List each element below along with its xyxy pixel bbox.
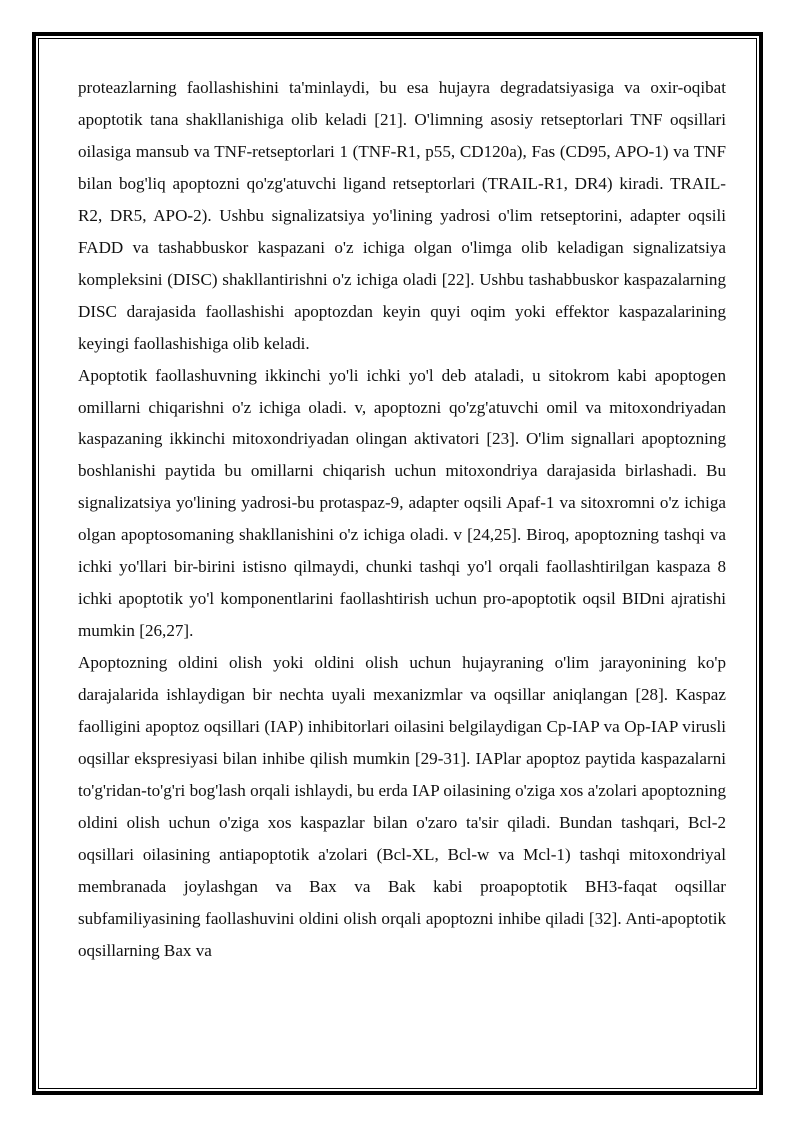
paragraph-3: Apoptozning oldini olish yoki oldini olish uchun hujayraning o'lim jarayonining ko'p darajalarida ishlaydigan bir nechta uyali mexanizmlar va oqsillar aniqlangan [28]. Kaspaz faolligini apoptoz oqsillari (IAP) inhibitorlari oilasini belgilaydigan Cp-IAP va Op-IAP virusli oqsillar ekspresiyasi bilan inhibe qilish mumkin [29-31]. IAPlar apoptoz paytida kaspazalarni to'g'ridan-to'g'ri bog'lash orqali ishlaydi, bu erda IAP oilasining o'ziga xos a'zolari apoptozning oldini olish uchun o'ziga xos kaspazlar bilan o'zaro ta'sir qiladi. Bundan tashqari, Bcl-2 oqsillari oilasining antiapoptotik a'zolari (Bcl-XL, Bcl-w va Mcl-1) tashqi mitoxondriyal membranada joylashgan va Bax va Bak kabi proapoptotik BH3-faqat oqsillar subfamiliyasining faollashuvini oldini olish orqali apoptozni inhibe qiladi [32]. Anti-apoptotik oqsillarning Bax va: [78, 653, 726, 960]
paragraph-1: proteazlarning faollashishini ta'minlaydi, bu esa hujayra degradatsiyasiga va oxir-oqibat apoptotik tana shakllanishiga olib keladi [21]. O'limning asosiy retseptorlari TNF oqsillari oilasiga mansub va TNF-retseptorlari 1 (TNF-R1, p55, CD120a), Fas (CD95, APO-1) va TNF bilan bog'liq apoptozni qo'zg'atuvchi ligand retseptorlari (TRAIL-R1, DR4) kiradi. TRAIL-R2, DR5, APO-2). Ushbu signalizatsiya yo'lining yadrosi o'lim retseptorini, adapter oqsili FADD va tashabbuskor kaspazani o'z ichiga olgan o'limga olib keladigan signalizatsiya kompleksini (DISC) shakllantirishni o'z ichiga oladi [22]. Ushbu tashabbuskor kaspazalarning DISC darajasida faollashishi apoptozdan keyin quyi oqim yoki effektor kaspazalarining keyingi faollashishiga olib keladi.: [78, 78, 726, 353]
paragraph-2: Apoptotik faollashuvning ikkinchi yo'li ichki yo'l deb ataladi, u sitokrom kabi apoptogen omillarni chiqarishni o'z ichiga oladi. v, apoptozni qo'zg'atuvchi omil va mitoxondriyadan kaspazaning ikkinchi mitoxondriyadan olingan aktivatori [23]. O'lim signallari apoptozning boshlanishi paytida bu omillarni chiqarish uchun mitoxondriya darajasida birlashadi. Bu signalizatsiya yo'lining yadrosi-bu protaspaz-9, adapter oqsili Apaf-1 va sitoxromni o'z ichiga olgan apoptosomaning shakllanishini o'z ichiga oladi. v [24,25]. Biroq, apoptozning tashqi va ichki yo'llari bir-birini istisno qilmaydi, chunki tashqi yo'l orqali faollashtirilgan kaspaza 8 ichki apoptotik yo'l komponentlarini faollashtirish uchun pro-apoptotik oqsil BIDni ajratishi mumkin [26,27].: [78, 365, 726, 641]
document-body: [78, 72, 726, 967]
